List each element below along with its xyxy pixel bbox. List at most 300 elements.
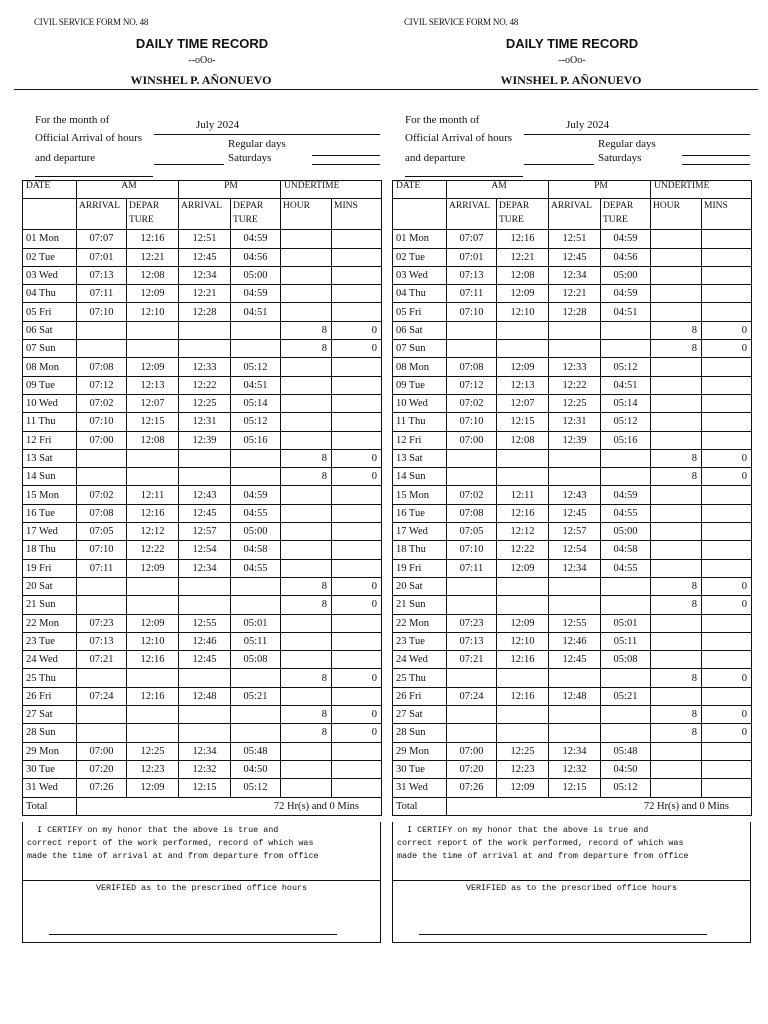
pm-arrival-cell: 12:48 <box>549 687 601 705</box>
pm-departure-cell: 05:00 <box>231 523 281 541</box>
pm-departure-cell <box>231 340 281 358</box>
day-cell: 25 Thu <box>23 669 77 687</box>
undertime-hour-cell <box>651 394 702 412</box>
am-departure-cell <box>497 596 549 614</box>
am-departure-cell: 12:11 <box>497 486 549 504</box>
undertime-mins-cell <box>702 266 752 284</box>
day-cell: 23 Tue <box>23 632 77 650</box>
regular-days-line <box>682 155 750 156</box>
dtr-form-left <box>22 0 382 1024</box>
total-value: 72 Hr(s) and 0 Mins <box>77 797 382 815</box>
verification-section <box>393 880 750 893</box>
undertime-mins-cell: 0 <box>332 321 382 339</box>
month-line <box>524 134 750 135</box>
day-cell: 28 Sun <box>23 724 77 742</box>
am-arrival-cell: 07:23 <box>447 614 497 632</box>
am-departure-cell: 12:11 <box>127 486 179 504</box>
undertime-mins-cell <box>702 486 752 504</box>
am-arrival-cell: 07:13 <box>447 266 497 284</box>
undertime-hour-cell <box>651 614 702 632</box>
am-arrival-cell: 07:00 <box>77 431 127 449</box>
pm-departure-cell: 04:59 <box>231 486 281 504</box>
departure-label: and departure <box>35 152 96 164</box>
am-arrival-cell: 07:02 <box>447 394 497 412</box>
undertime-mins-cell <box>702 742 752 760</box>
pm-departure-cell: 04:58 <box>601 541 651 559</box>
time-record-table <box>392 180 752 816</box>
day-cell: 23 Tue <box>393 632 447 650</box>
am-arrival-header: ARRIVAL <box>447 199 497 230</box>
am-departure-cell <box>127 321 179 339</box>
pm-departure-cell: 04:59 <box>231 230 281 248</box>
undertime-hour-cell <box>281 687 332 705</box>
pm-arrival-cell: 12:21 <box>549 285 601 303</box>
total-label: Total <box>393 797 447 815</box>
day-row <box>23 651 382 669</box>
day-cell: 17 Wed <box>393 523 447 541</box>
saturdays-label: Saturdays <box>228 152 272 164</box>
day-cell: 30 Tue <box>23 760 77 778</box>
undertime-mins-cell <box>702 687 752 705</box>
am-arrival-cell: 07:11 <box>77 285 127 303</box>
day-row <box>393 431 752 449</box>
date-header: DATE <box>393 181 447 199</box>
pm-departure-header: DEPAR TURE <box>231 199 281 230</box>
day-cell: 13 Sat <box>393 449 447 467</box>
undertime-mins-cell <box>332 541 382 559</box>
undertime-hour-cell <box>281 266 332 284</box>
am-arrival-cell <box>447 449 497 467</box>
pm-departure-cell: 04:51 <box>601 376 651 394</box>
pm-departure-cell <box>231 596 281 614</box>
pm-departure-cell <box>231 724 281 742</box>
am-departure-cell: 12:16 <box>127 230 179 248</box>
departure-label: and departure <box>405 152 466 164</box>
pm-departure-cell: 04:51 <box>231 376 281 394</box>
am-arrival-cell <box>447 669 497 687</box>
certification-box <box>22 822 381 943</box>
day-cell: 15 Mon <box>23 486 77 504</box>
pm-departure-cell: 05:12 <box>231 779 281 797</box>
undertime-hour-cell: 8 <box>651 669 702 687</box>
pm-arrival-header: ARRIVAL <box>549 199 601 230</box>
day-row <box>23 541 382 559</box>
regular-days-label: Regular days <box>228 138 286 150</box>
day-cell: 03 Wed <box>23 266 77 284</box>
am-departure-cell: 12:09 <box>497 285 549 303</box>
undertime-mins-cell <box>702 760 752 778</box>
pm-arrival-cell: 12:55 <box>179 614 231 632</box>
form-number: CIVIL SERVICE FORM NO. 48 <box>404 17 519 27</box>
day-row <box>393 266 752 284</box>
pm-departure-cell: 05:14 <box>231 394 281 412</box>
undertime-hour-cell <box>281 504 332 522</box>
am-arrival-cell: 07:01 <box>447 248 497 266</box>
verified-text: VERIFIED as to the prescribed office hours <box>95 883 308 893</box>
day-row <box>23 669 382 687</box>
am-departure-cell <box>497 340 549 358</box>
pm-arrival-cell <box>179 468 231 486</box>
undertime-header: UNDERTIME <box>651 181 752 199</box>
pm-arrival-cell: 12:43 <box>549 486 601 504</box>
undertime-mins-cell <box>332 523 382 541</box>
pm-departure-cell: 05:12 <box>231 358 281 376</box>
undertime-hour-cell <box>651 504 702 522</box>
day-row <box>23 724 382 742</box>
day-row <box>23 706 382 724</box>
day-row <box>23 449 382 467</box>
am-header: AM <box>447 181 549 199</box>
am-arrival-cell: 07:10 <box>77 303 127 321</box>
day-cell: 26 Fri <box>23 687 77 705</box>
month-label: For the month of <box>35 114 110 126</box>
undertime-mins-cell <box>702 394 752 412</box>
day-row <box>393 230 752 248</box>
pm-departure-cell: 04:51 <box>601 303 651 321</box>
pm-arrival-cell: 12:51 <box>549 230 601 248</box>
am-arrival-cell: 07:11 <box>447 285 497 303</box>
day-row <box>393 340 752 358</box>
pm-departure-cell <box>601 596 651 614</box>
day-row <box>23 413 382 431</box>
undertime-hour-header: HOUR <box>651 199 702 230</box>
am-departure-cell: 12:16 <box>127 687 179 705</box>
pm-departure-cell: 05:11 <box>231 632 281 650</box>
pm-departure-cell: 04:59 <box>601 230 651 248</box>
day-cell: 02 Tue <box>23 248 77 266</box>
day-row <box>393 651 752 669</box>
pm-arrival-cell <box>549 577 601 595</box>
date-subheader-blank <box>23 199 77 230</box>
day-row <box>393 706 752 724</box>
undertime-hour-cell: 8 <box>281 724 332 742</box>
am-departure-cell <box>497 577 549 595</box>
saturdays-line <box>312 164 380 165</box>
am-arrival-cell: 07:13 <box>447 632 497 650</box>
undertime-hour-cell <box>651 266 702 284</box>
undertime-hour-cell <box>651 285 702 303</box>
pm-departure-cell <box>231 321 281 339</box>
undertime-mins-cell <box>702 779 752 797</box>
day-row <box>393 285 752 303</box>
pm-arrival-cell <box>179 596 231 614</box>
day-row <box>393 559 752 577</box>
pm-arrival-cell: 12:34 <box>179 266 231 284</box>
undertime-mins-cell <box>702 523 752 541</box>
undertime-mins-cell <box>702 614 752 632</box>
undertime-mins-cell <box>702 431 752 449</box>
pm-arrival-cell: 12:28 <box>179 303 231 321</box>
day-row <box>393 596 752 614</box>
day-row <box>393 376 752 394</box>
day-row <box>393 468 752 486</box>
undertime-hour-cell <box>651 632 702 650</box>
undertime-hour-cell: 8 <box>651 577 702 595</box>
pm-arrival-cell: 12:32 <box>549 760 601 778</box>
undertime-hour-cell <box>651 559 702 577</box>
am-header: AM <box>77 181 179 199</box>
pm-arrival-cell: 12:28 <box>549 303 601 321</box>
undertime-hour-cell <box>281 559 332 577</box>
pm-arrival-cell: 12:32 <box>179 760 231 778</box>
pm-departure-cell <box>601 468 651 486</box>
am-departure-cell: 12:25 <box>127 742 179 760</box>
am-departure-cell <box>127 340 179 358</box>
pm-arrival-cell: 12:55 <box>549 614 601 632</box>
am-departure-cell: 12:16 <box>497 687 549 705</box>
day-cell: 09 Tue <box>393 376 447 394</box>
arrival-hours-label: Official Arrival of hours <box>405 132 513 144</box>
day-cell: 10 Wed <box>23 394 77 412</box>
pm-departure-header: DEPAR TURE <box>601 199 651 230</box>
am-departure-cell: 12:10 <box>497 632 549 650</box>
pm-arrival-cell: 12:54 <box>549 541 601 559</box>
undertime-mins-cell: 0 <box>702 596 752 614</box>
undertime-hour-cell <box>651 486 702 504</box>
pm-departure-cell: 05:12 <box>601 779 651 797</box>
day-cell: 06 Sat <box>393 321 447 339</box>
am-departure-cell <box>497 468 549 486</box>
am-departure-cell: 12:23 <box>127 760 179 778</box>
am-arrival-cell: 07:26 <box>447 779 497 797</box>
pm-departure-cell: 04:59 <box>601 285 651 303</box>
regular-days-label: Regular days <box>598 138 656 150</box>
day-row <box>23 760 382 778</box>
pm-arrival-cell: 12:21 <box>179 285 231 303</box>
undertime-mins-cell <box>332 376 382 394</box>
undertime-hour-cell <box>281 431 332 449</box>
pm-arrival-cell: 12:46 <box>549 632 601 650</box>
month-value: July 2024 <box>196 119 240 131</box>
undertime-hour-cell: 8 <box>281 669 332 687</box>
undertime-mins-cell <box>332 632 382 650</box>
day-cell: 12 Fri <box>23 431 77 449</box>
day-cell: 07 Sun <box>393 340 447 358</box>
pm-departure-cell <box>601 449 651 467</box>
pm-arrival-cell <box>549 596 601 614</box>
undertime-mins-cell <box>702 376 752 394</box>
day-cell: 22 Mon <box>393 614 447 632</box>
am-arrival-cell: 07:07 <box>77 230 127 248</box>
undertime-mins-cell <box>702 230 752 248</box>
am-departure-cell: 12:09 <box>497 614 549 632</box>
undertime-mins-cell <box>332 303 382 321</box>
pm-arrival-cell <box>549 468 601 486</box>
pm-arrival-cell: 12:31 <box>179 413 231 431</box>
day-row <box>393 394 752 412</box>
day-cell: 09 Tue <box>23 376 77 394</box>
am-arrival-cell: 07:08 <box>447 358 497 376</box>
pm-departure-cell: 05:01 <box>231 614 281 632</box>
day-cell: 25 Thu <box>393 669 447 687</box>
undertime-hour-cell: 8 <box>281 468 332 486</box>
form-title: DAILY TIME RECORD <box>135 36 269 51</box>
am-departure-cell: 12:10 <box>127 303 179 321</box>
am-departure-cell: 12:08 <box>127 431 179 449</box>
day-row <box>23 742 382 760</box>
am-departure-cell <box>127 724 179 742</box>
am-arrival-cell: 07:24 <box>77 687 127 705</box>
am-arrival-cell <box>447 706 497 724</box>
pm-arrival-cell: 12:34 <box>549 742 601 760</box>
day-row <box>393 523 752 541</box>
am-arrival-cell: 07:08 <box>447 504 497 522</box>
day-cell: 14 Sun <box>393 468 447 486</box>
verification-section <box>23 880 380 893</box>
day-row <box>393 669 752 687</box>
month-label: For the month of <box>405 114 480 126</box>
signature-line <box>419 934 707 935</box>
day-cell: 05 Fri <box>23 303 77 321</box>
am-arrival-cell <box>447 321 497 339</box>
am-arrival-cell <box>447 724 497 742</box>
undertime-mins-cell <box>332 760 382 778</box>
day-row <box>23 340 382 358</box>
pm-arrival-cell: 12:22 <box>549 376 601 394</box>
am-arrival-cell: 07:10 <box>77 413 127 431</box>
day-row <box>393 577 752 595</box>
undertime-mins-cell: 0 <box>702 321 752 339</box>
am-departure-cell <box>497 449 549 467</box>
undertime-hour-cell: 8 <box>281 706 332 724</box>
day-cell: 31 Wed <box>393 779 447 797</box>
undertime-header: UNDERTIME <box>281 181 382 199</box>
am-departure-cell: 12:09 <box>127 358 179 376</box>
departure-line <box>35 176 153 177</box>
day-cell: 27 Sat <box>23 706 77 724</box>
undertime-mins-cell: 0 <box>702 706 752 724</box>
undertime-mins-cell <box>702 504 752 522</box>
undertime-mins-cell: 0 <box>332 577 382 595</box>
day-cell: 13 Sat <box>23 449 77 467</box>
pm-arrival-cell: 12:33 <box>549 358 601 376</box>
pm-arrival-cell: 12:51 <box>179 230 231 248</box>
undertime-mins-cell: 0 <box>332 706 382 724</box>
undertime-mins-cell: 0 <box>702 669 752 687</box>
am-arrival-cell: 07:05 <box>447 523 497 541</box>
day-cell: 20 Sat <box>23 577 77 595</box>
employee-name: WINSHEL P. AÑONUEVO <box>14 73 388 90</box>
pm-departure-cell: 05:21 <box>231 687 281 705</box>
undertime-hour-cell <box>281 285 332 303</box>
undertime-hour-cell <box>651 687 702 705</box>
pm-departure-cell: 05:48 <box>601 742 651 760</box>
am-departure-header: DEPAR TURE <box>497 199 549 230</box>
am-departure-cell: 12:08 <box>497 266 549 284</box>
day-row <box>23 687 382 705</box>
undertime-hour-cell <box>281 248 332 266</box>
pm-departure-cell <box>601 669 651 687</box>
pm-departure-cell: 05:14 <box>601 394 651 412</box>
am-arrival-cell <box>447 468 497 486</box>
am-arrival-cell: 07:08 <box>77 358 127 376</box>
undertime-hour-cell: 8 <box>651 724 702 742</box>
day-cell: 14 Sun <box>23 468 77 486</box>
undertime-mins-cell <box>332 486 382 504</box>
pm-departure-cell <box>601 321 651 339</box>
day-row <box>393 321 752 339</box>
undertime-mins-cell <box>332 358 382 376</box>
pm-arrival-cell: 12:25 <box>179 394 231 412</box>
undertime-hour-cell <box>651 376 702 394</box>
day-row <box>393 742 752 760</box>
day-row <box>393 358 752 376</box>
am-arrival-cell <box>447 340 497 358</box>
employee-name: WINSHEL P. AÑONUEVO <box>384 73 758 90</box>
undertime-hour-cell <box>651 541 702 559</box>
pm-arrival-cell: 12:48 <box>179 687 231 705</box>
pm-departure-cell <box>231 669 281 687</box>
day-cell: 01 Mon <box>23 230 77 248</box>
undertime-mins-cell <box>702 632 752 650</box>
undertime-hour-cell: 8 <box>651 596 702 614</box>
am-departure-cell <box>497 321 549 339</box>
undertime-mins-cell: 0 <box>702 724 752 742</box>
am-arrival-cell: 07:13 <box>77 632 127 650</box>
day-row <box>23 468 382 486</box>
pm-departure-cell: 05:00 <box>601 266 651 284</box>
am-arrival-cell: 07:24 <box>447 687 497 705</box>
undertime-hour-cell <box>281 779 332 797</box>
pm-arrival-cell <box>549 724 601 742</box>
am-arrival-cell: 07:20 <box>77 760 127 778</box>
day-cell: 15 Mon <box>393 486 447 504</box>
am-departure-cell: 12:12 <box>127 523 179 541</box>
day-cell: 04 Thu <box>23 285 77 303</box>
undertime-hour-cell <box>281 394 332 412</box>
undertime-mins-cell <box>332 504 382 522</box>
undertime-mins-cell <box>702 559 752 577</box>
pm-arrival-header: ARRIVAL <box>179 199 231 230</box>
am-arrival-cell: 07:20 <box>447 760 497 778</box>
am-arrival-cell: 07:10 <box>447 413 497 431</box>
day-cell: 29 Mon <box>393 742 447 760</box>
arrival-hours-label: Official Arrival of hours <box>35 132 143 144</box>
pm-departure-cell: 05:08 <box>231 651 281 669</box>
undertime-mins-cell <box>702 285 752 303</box>
day-row <box>393 779 752 797</box>
pm-arrival-cell: 12:45 <box>179 504 231 522</box>
pm-arrival-cell: 12:45 <box>549 504 601 522</box>
day-row <box>393 449 752 467</box>
saturdays-label: Saturdays <box>598 152 642 164</box>
pm-arrival-cell: 12:34 <box>179 559 231 577</box>
pm-departure-cell: 04:58 <box>231 541 281 559</box>
undertime-mins-cell: 0 <box>332 468 382 486</box>
day-row <box>393 632 752 650</box>
date-subheader-blank <box>393 199 447 230</box>
am-departure-cell: 12:07 <box>127 394 179 412</box>
undertime-hour-cell <box>651 760 702 778</box>
day-row <box>23 577 382 595</box>
day-cell: 31 Wed <box>23 779 77 797</box>
pm-departure-cell: 04:51 <box>231 303 281 321</box>
undertime-mins-cell: 0 <box>702 468 752 486</box>
day-cell: 10 Wed <box>393 394 447 412</box>
pm-arrival-cell: 12:43 <box>179 486 231 504</box>
undertime-mins-cell <box>332 394 382 412</box>
day-row <box>23 614 382 632</box>
day-cell: 16 Tue <box>393 504 447 522</box>
undertime-mins-cell <box>332 431 382 449</box>
undertime-hour-cell <box>651 431 702 449</box>
day-cell: 19 Fri <box>393 559 447 577</box>
pm-arrival-cell <box>549 449 601 467</box>
day-row <box>23 431 382 449</box>
undertime-hour-cell <box>281 413 332 431</box>
verified-text: VERIFIED as to the prescribed office hours <box>465 883 678 893</box>
pm-departure-cell <box>231 706 281 724</box>
